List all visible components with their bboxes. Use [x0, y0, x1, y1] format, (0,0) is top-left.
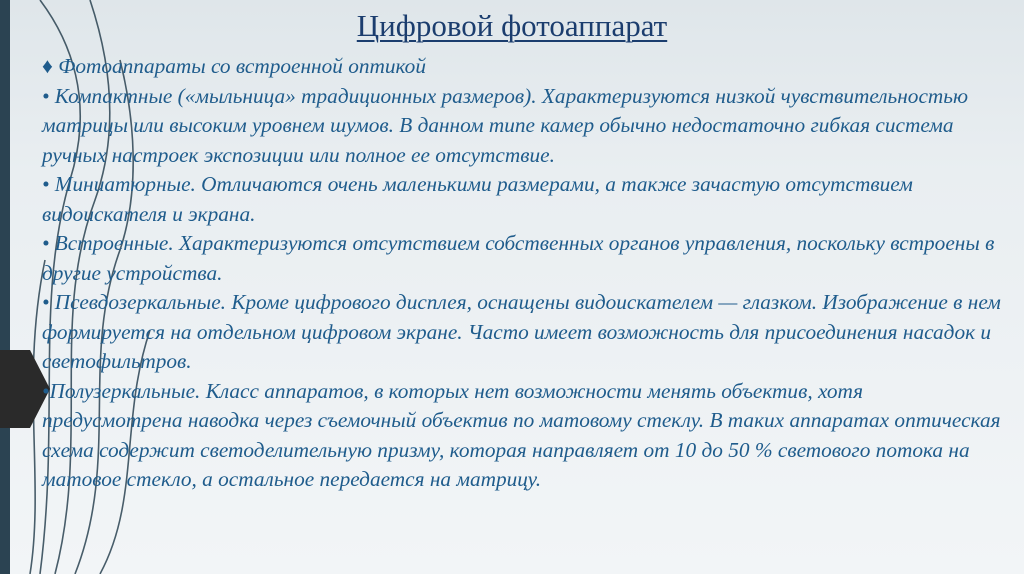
slide-body	[42, 52, 1002, 495]
paragraph-compact: • Компактные («мыльница» традиционных размеров). Характеризуются низкой чувствительностью матрицы или высоким уровнем шумов. В данном типе камер обычно недостаточно гибкая система ручных настроек экспозиции или полное ее отсутствие.	[42, 83, 968, 167]
slide-title: Цифровой фотоаппарат	[356, 8, 668, 43]
paragraph-embedded: • Встроенные. Характеризуются отсутствием собственных органов управления, поскольку встроены в другие устройства.	[42, 231, 995, 285]
paragraph-semi-slr: •Полузеркальные. Класс аппаратов, в которых нет возможности менять объектив, хотя предусмотрена наводка через съемочный объектив по матовому стеклу. В таких аппаратах оптическая схема содержит светоделительную призму, которая направляет от 10 до 50 % светового потока на матовое стекло, а остальное передается на матрицу.	[42, 378, 1001, 491]
paragraph-miniature: • Миниатюрные. Отличаются очень маленькими размерами, а также зачастую отсутствием видоискателя и экрана.	[42, 172, 913, 226]
paragraph-heading-builtin-optics: ♦ Фотоаппараты со встроенной оптикой	[42, 54, 426, 78]
paragraph-pseudo-slr: • Псевдозеркальные. Кроме цифрового дисплея, оснащены видоискателем — глазком. Изображение в нем формируется на отдельном цифровом экране. Часто имеет возможность для присоединения насадок и светофильтров.	[42, 290, 1001, 373]
